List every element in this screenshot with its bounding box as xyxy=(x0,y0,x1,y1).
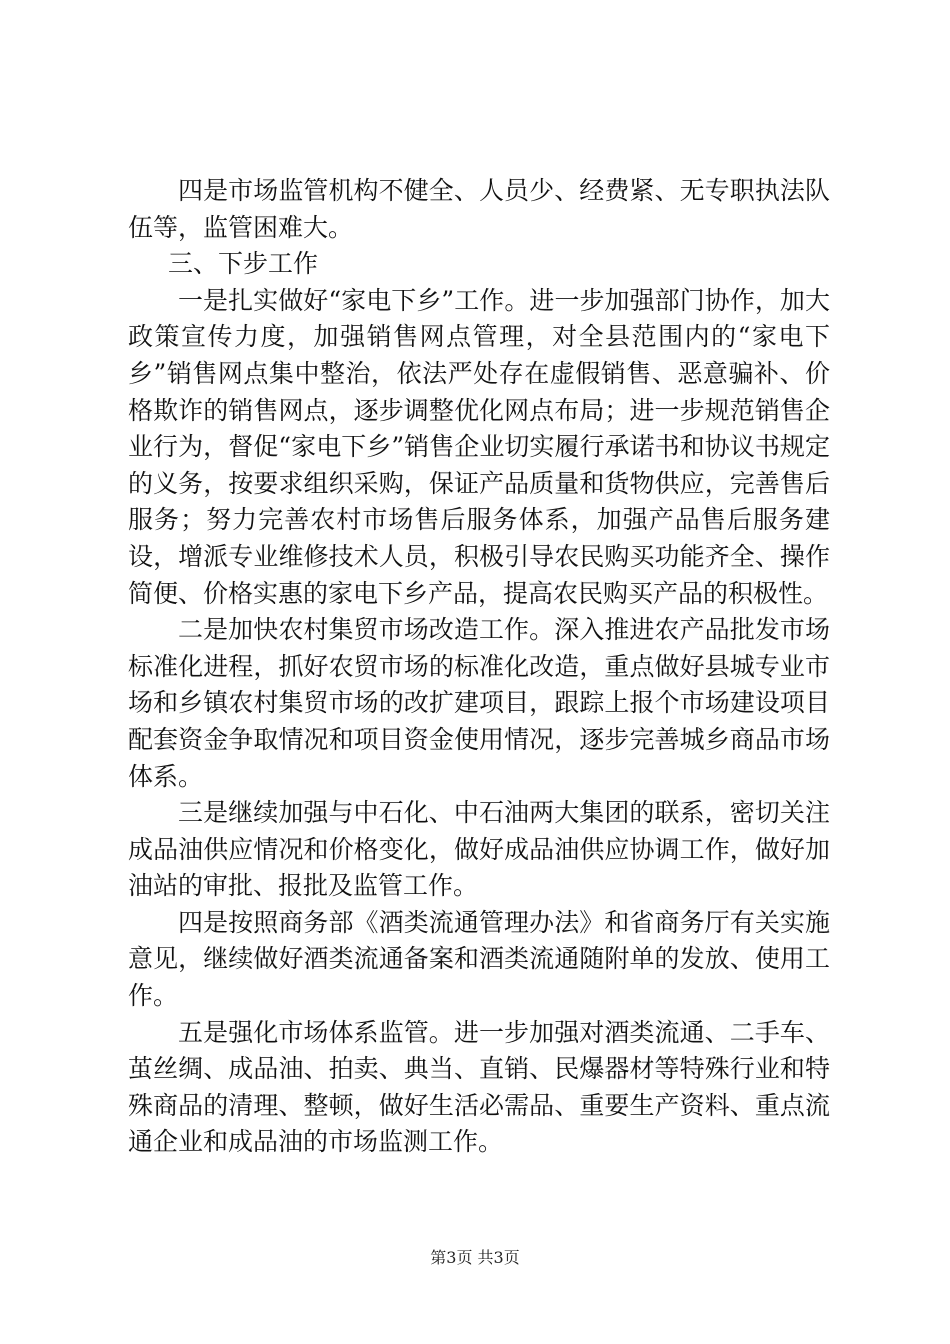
page-number-footer: 第3页 共3页 xyxy=(430,1248,520,1267)
paragraph-item-two: 二是加快农村集贸市场改造工作。深入推进农产品批发市场标准化进程，抓好农贸市场的标准化改造，重点做好县城专业市场和乡镇农村集贸市场的改扩建项目，跟踪上报个市场建设项目配套资金争取情况和项目资金使用情况，逐步完善城乡商品市场体系。 xyxy=(128,615,830,791)
paragraph-item-four: 四是按照商务部《酒类流通管理办法》和省商务厅有关实施意见，继续做好酒类流通备案和酒类流通随附单的发放、使用工作。 xyxy=(128,907,830,1011)
paragraph-item-one: 一是扎实做好“家电下乡”工作。进一步加强部门协作，加大政策宣传力度，加强销售网点管理，对全县范围内的“家电下乡”销售网点集中整治，依法严处存在虚假销售、恶意骗补、价格欺诈的销售网点，逐步调整优化网点布局；进一步规范销售企业行为，督促“家电下乡”销售企业切实履行承诺书和协议书规定的义务，按要求组织采购，保证产品质量和货物供应，完善售后服务；努力完善农村市场售后服务体系，加强产品售后服务建设，增派专业维修技术人员，积极引导农民购买功能齐全、操作简便、价格实惠的家电下乡产品，提高农民购买产品的积极性。 xyxy=(128,285,830,608)
paragraph-item-five: 五是强化市场体系监管。进一步加强对酒类流通、二手车、茧丝绸、成品油、拍卖、典当、直销、民爆器材等特殊行业和特殊商品的清理、整顿，做好生活必需品、重要生产资料、重点流通企业和成品油的市场监测工作。 xyxy=(128,1017,830,1157)
paragraph-item-three: 三是继续加强与中石化、中石油两大集团的联系，密切关注成品油供应情况和价格变化，做好成品油供应协调工作，做好加油站的审批、报批及监管工作。 xyxy=(128,798,830,901)
document-body xyxy=(128,173,830,1161)
section-heading: 三、下步工作 xyxy=(168,249,319,279)
paragraph-item-four-supervision: 四是市场监管机构不健全、人员少、经费紧、无专职执法队伍等，监管困难大。 xyxy=(128,176,830,242)
